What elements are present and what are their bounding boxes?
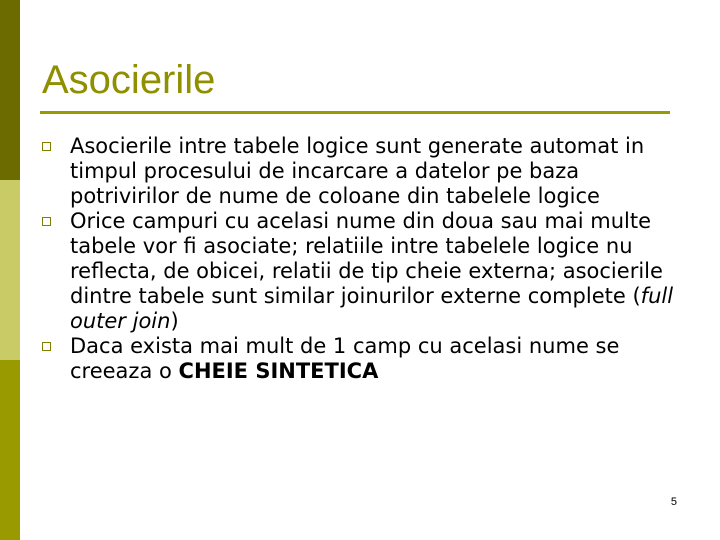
list-item xyxy=(40,134,690,209)
slide-title: Asocierile xyxy=(42,58,216,102)
bullet-text-bold: CHEIE SINTETICA xyxy=(178,359,379,383)
bullet-text-italic: full outer join xyxy=(70,284,674,333)
side-accent-bar-bottom xyxy=(0,360,20,540)
square-bullet-icon xyxy=(42,342,51,351)
bullet-text xyxy=(70,334,619,383)
bullet-text-part: Orice campuri cu acelasi nume din doua sau mai multe tabele vor fi asociate; relatiile intre tabelele logice nu reflecta, de obicei, relatii de tip cheie externa; asocierile dintre tabele sunt similar joinurilor externe complete ( xyxy=(70,209,663,308)
title-underline xyxy=(40,111,670,114)
bullet-list xyxy=(40,134,690,384)
square-bullet-icon xyxy=(42,142,51,151)
list-item xyxy=(40,209,690,334)
side-accent-bar-top xyxy=(0,0,20,180)
bullet-text xyxy=(70,209,673,333)
bullet-text-part: Daca exista mai mult de 1 camp cu acelasi nume se creeaza o xyxy=(70,334,620,383)
bullet-text-part: ) xyxy=(170,309,179,333)
bullet-text: Asocierile intre tabele logice sunt generate automat in timpul procesului de incarcare a datelor pe baza potrivirilor de nume de coloane din tabelele logice xyxy=(70,134,645,208)
list-item xyxy=(40,334,690,384)
square-bullet-icon xyxy=(42,217,51,226)
page-number: 5 xyxy=(670,496,677,508)
side-accent-bar-middle xyxy=(0,180,20,360)
